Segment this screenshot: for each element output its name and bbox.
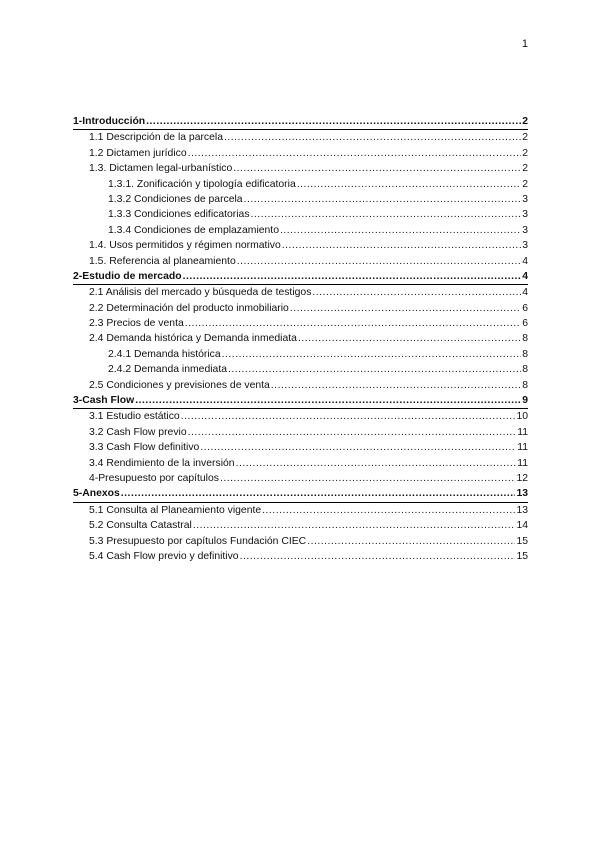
toc-entry-title: 2.1 Análisis del mercado y búsqueda de testigos [89,287,312,299]
toc-dot-leader [183,269,522,284]
toc-entry-page: 11 [517,457,528,469]
table-of-contents [73,114,528,564]
toc-dot-leader [200,440,516,455]
toc-entry-title: 2.4 Demanda histórica y Demanda inmediata [89,333,297,345]
toc-dot-leader [282,238,521,253]
toc-entry-title: 1.3.4 Condiciones de emplazamiento [108,224,279,236]
toc-entry-page: 3 [522,240,528,252]
toc-entry-title: 3.2 Cash Flow previo [89,426,187,438]
toc-entry[interactable] [73,331,528,346]
toc-entry[interactable] [73,192,528,207]
toc-entry[interactable] [73,223,528,238]
toc-entry[interactable] [73,471,528,486]
toc-entry-page: 4 [522,255,528,267]
toc-entry-title: 5.4 Cash Flow previo y definitivo [89,550,239,562]
toc-dot-leader [298,331,521,346]
toc-entry-title: 1.3. Dictamen legal-urbanístico [89,163,233,175]
toc-entry-title: 5.1 Consulta al Planeamiento vigente [89,504,262,516]
toc-entry-title: 2-Estudio de mercado [73,270,182,282]
toc-entry-title: 1.5. Referencia al planeamiento [89,255,236,267]
toc-dot-leader [271,378,521,393]
toc-dot-leader [121,486,516,501]
toc-entry[interactable] [73,534,528,549]
toc-dot-leader [228,362,521,377]
toc-entry[interactable] [73,269,528,285]
toc-dot-leader [244,192,522,207]
toc-entry[interactable] [73,393,528,409]
toc-dot-leader [236,456,517,471]
toc-dot-leader [262,503,515,518]
toc-dot-leader [181,409,516,424]
toc-entry-page: 3 [522,224,528,236]
toc-entry-page: 13 [516,504,528,516]
toc-entry-title: 2.4.2 Demanda inmediata [108,364,227,376]
toc-entry[interactable] [73,177,528,192]
toc-entry[interactable] [73,378,528,393]
toc-entry[interactable] [73,130,528,145]
toc-dot-leader [220,471,515,486]
toc-entry[interactable] [73,161,528,176]
toc-dot-leader [280,223,521,238]
toc-entry-title: 3.3 Cash Flow definitivo [89,442,200,454]
toc-entry-page: 2 [522,178,528,190]
toc-dot-leader [193,518,516,533]
toc-entry[interactable] [73,518,528,533]
toc-entry-title: 5.2 Consulta Catastral [89,520,192,532]
toc-entry-page: 6 [522,318,528,330]
page-number: 1 [521,38,528,50]
toc-entry-page: 10 [516,411,528,423]
toc-entry-title: 1.3.3 Condiciones edificatorias [108,209,250,221]
toc-dot-leader [307,534,515,549]
toc-entry-page: 8 [522,364,528,376]
toc-entry-page: 8 [522,348,528,360]
toc-entry-page: 13 [516,488,528,500]
toc-entry-page: 15 [516,535,528,547]
toc-entry-title: 3.4 Rendimiento de la inversión [89,457,235,469]
toc-entry-page: 2 [522,132,528,144]
toc-dot-leader [224,130,521,145]
toc-entry[interactable] [73,425,528,440]
toc-entry-title: 1.3.2 Condiciones de parcela [108,193,243,205]
toc-entry[interactable] [73,456,528,471]
toc-dot-leader [297,177,522,192]
toc-entry[interactable] [73,301,528,316]
toc-entry-title: 2.4.1 Demanda histórica [108,348,221,360]
toc-entry[interactable] [73,114,528,130]
toc-entry[interactable] [73,486,528,502]
toc-entry-page: 4 [522,287,528,299]
toc-dot-leader [185,316,521,331]
toc-entry-title: 2.5 Condiciones y previsiones de venta [89,379,270,391]
toc-entry-page: 6 [522,302,528,314]
toc-entry[interactable] [73,238,528,253]
toc-dot-leader [135,393,521,408]
toc-entry[interactable] [73,254,528,269]
toc-entry[interactable] [73,347,528,362]
toc-entry[interactable] [73,207,528,222]
toc-dot-leader [290,301,521,316]
toc-entry-page: 8 [522,379,528,391]
toc-entry[interactable] [73,316,528,331]
toc-dot-leader [233,161,521,176]
toc-entry-page: 15 [516,550,528,562]
toc-entry-page: 12 [516,472,528,484]
toc-entry-page: 8 [522,333,528,345]
toc-entry-page: 11 [517,442,528,454]
toc-entry-page: 3 [522,193,528,205]
toc-entry-title: 2.3 Precios de venta [89,318,184,330]
toc-entry-page: 3 [522,209,528,221]
toc-entry-title: 3.1 Estudio estático [89,411,180,423]
toc-entry-title: 1.2 Dictamen jurídico [89,147,187,159]
toc-entry[interactable] [73,362,528,377]
toc-dot-leader [237,254,522,269]
toc-entry-page: 11 [517,426,528,438]
toc-dot-leader [240,549,516,564]
toc-entry-page: 2 [522,116,528,127]
toc-entry-page: 14 [516,520,528,532]
toc-dot-leader [188,425,517,440]
toc-entry[interactable] [73,440,528,455]
toc-entry[interactable] [73,503,528,518]
toc-entry-page: 9 [522,395,528,407]
toc-entry-title: 5-Anexos [73,488,120,500]
toc-entry[interactable] [73,146,528,161]
toc-dot-leader [251,207,522,222]
toc-entry-page: 2 [522,163,528,175]
toc-entry-title: 4-Presupuesto por capítulos [89,472,219,484]
toc-entry[interactable] [73,549,528,564]
toc-dot-leader [222,347,522,362]
toc-entry-title: 5.3 Presupuesto por capítulos Fundación CIEC [89,535,307,547]
toc-entry[interactable] [73,409,528,424]
toc-entry-title: 1.1 Descripción de la parcela [89,132,223,144]
toc-entry-title: 1.3.1. Zonificación y tipología edificatoria [108,178,296,190]
toc-entry-title: 3-Cash Flow [73,395,135,407]
toc-dot-leader [146,114,521,129]
toc-entry-title: 1.4. Usos permitidos y régimen normativo [89,240,281,252]
toc-entry-page: 2 [522,147,528,159]
toc-entry-title: 2.2 Determinación del producto inmobiliario [89,302,289,314]
toc-entry-page: 4 [522,270,528,282]
toc-entry[interactable] [73,285,528,300]
toc-dot-leader [312,285,521,300]
toc-dot-leader [188,146,522,161]
toc-entry-title: 1-Introducción [73,116,146,127]
